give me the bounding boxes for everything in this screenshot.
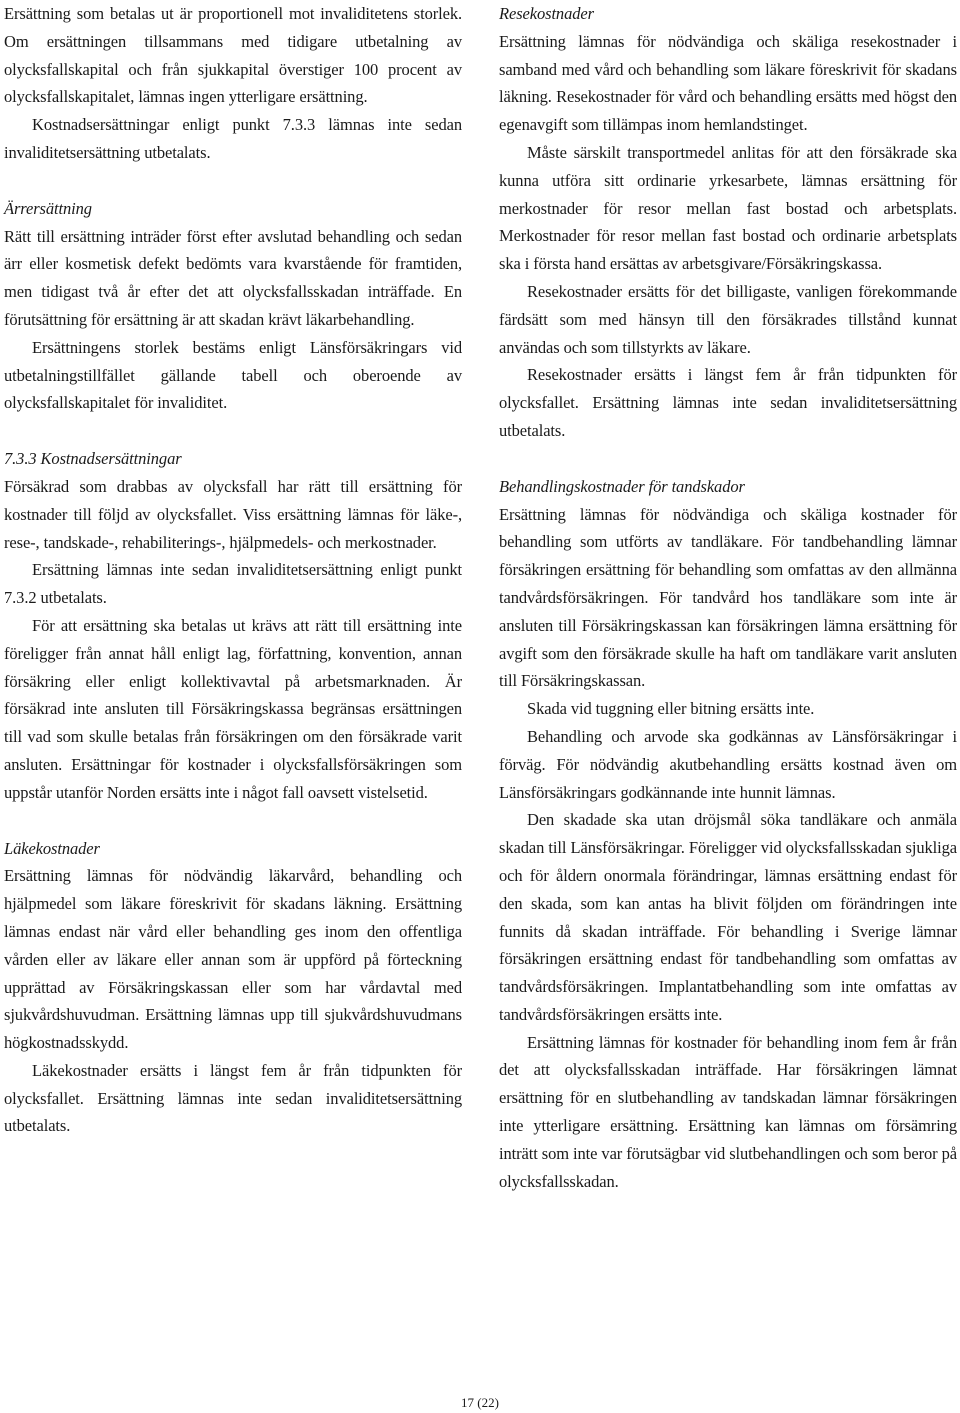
- heading-scar-compensation: Ärrersättning: [4, 198, 92, 218]
- paragraph-travel-costs: Ersättning lämnas för nödvändiga och skäliga resekostnader i samband med vård och behandling som läkare föreskrivit för skadans läkning. Resekostnader för vård och behandling ersätts med högst den egenavgift som tillämpas inom hemlandstinget.: [499, 31, 957, 135]
- paragraph-medical-period: Läkekostnader ersätts i längst fem år från tidpunkten för olycksfallet. Ersättning lämnas inte sedan invaliditetsersättning utbetalats.: [4, 1060, 462, 1136]
- spacer: [4, 807, 462, 835]
- heading-cost-compensations: 7.3.3 Kostnadsersättningar: [4, 449, 182, 469]
- paragraph-dental-costs: Ersättning lämnas för nödvändiga och skäliga kostnader för behandling som utförts av tandläkare. För tandbehandling lämnar försäkringen ersättning för behandling som omfattas av den allmänna tandvårdsförsäkringen. För tandvård hos tandläkare som inte är ansluten till Försäkringskassan kan försäkringen lämna ersättning för avgift som den försäkrade skulle ha haft om tandläkare varit ansluten till Försäkringskassan.: [499, 504, 957, 691]
- paragraph-cost-right: Försäkrad som drabbas av olycksfall har rätt till ersättning för kostnader till följd av olycksfallet. Viss ersättning lämnas för läke-, rese-, tandskade-, rehabiliterings-, hjälpmedels- och merkostnader.: [4, 476, 462, 552]
- right-column: [499, 0, 957, 1195]
- heading-travel-costs: Resekostnader: [499, 4, 594, 23]
- heading-dental-costs: Behandlingskostnader för tandskador: [499, 476, 745, 496]
- paragraph-special-transport: Måste särskilt transportmedel anlitas för att den försäkrade ska kunna utföra sitt ordinarie yrkesarbete, lämnas ersättning för merkostnader för resor mellan fast bostad och arbetsplats. Merkostnader för resor mellan fast bostad och ordinarie arbetsplats ska i första hand ersättas av arbetsgivare/Försäkringskassa.: [499, 142, 957, 274]
- spacer: [4, 417, 462, 445]
- paragraph-travel-period: Resekostnader ersätts i längst fem år från tidpunkten för olycksfallet. Ersättning lämnas inte sedan invaliditetsersättning utbetalats.: [499, 365, 957, 440]
- paragraph-cost-invalidity: Ersättning lämnas inte sedan invaliditetsersättning enligt punkt 7.3.2 utbetalats.: [4, 560, 462, 608]
- heading-medical-costs: Läkekostnader: [4, 838, 100, 858]
- page-number: 17 (22): [461, 1395, 499, 1410]
- paragraph-scar-right: Rätt till ersättning inträder först efter avslutad behandling och sedan ärr eller kosmetisk defekt bedömts vara kvarstående för framtiden, men tidigast två år efter det att olycksfallsskadan inträffade. En förutsättning för ersättning är att skadan krävt läkarbehandling.: [4, 226, 462, 329]
- paragraph-cost-conditions: För att ersättning ska betalas ut krävs att rätt till ersättning inte föreligger från annat håll enligt lag, författning, konvention, annan försäkring eller enligt kollektivavtal på arbetsmarknaden. Är försäkrad inte ansluten till Försäkringskassa begränsas ersättningen till vad som skulle betalas från försäkringen om den försäkrade varit ansluten. Ersättningar för kostnader i olycksfallsförsäkringen som uppstår utanför Norden ersätts inte i något fall oavsett vistelsetid.: [4, 615, 462, 802]
- spacer: [4, 167, 462, 195]
- paragraph-dental-period: Ersättning lämnas för kostnader för behandling inom fem år från det att olycksfallsskadan inträffade. Har försäkringen lämnat ersättning för en slutbehandling av tandskadan lämnar försäkringen inte ytterligare ersättning. Ersättning kan lämnas om försämring inträtt som inte var förutsägbar vid slutbehandlingen och som beror på olycksfallsskadan.: [499, 1032, 957, 1191]
- paragraph-dental-reporting: Den skadade ska utan dröjsmål söka tandläkare och anmäla skadan till Länsförsäkringar. Föreligger vid olycksfallsskadan sjukliga och för åldern onormala förändringar, lämnas ersättning endast för den skada, som kan antas ha blivit följden om förändringen inte funnits då skadan inträffade. För behandling i Sverige lämnar försäkringen ersättning endast för tandbehandling som omfattas av tandvårdsförsäkringen. Implantatbehandling som inte omfattas av tandvårdsförsäkringen ersätts inte.: [499, 810, 957, 1024]
- paragraph-scar-amount: Ersättningens storlek bestäms enligt Länsförsäkringars vid utbetalningstillfället gällande tabell och oberoende av olycksfallskapitalet för invaliditet.: [4, 337, 462, 413]
- paragraph-dental-approval: Behandling och arvode ska godkännas av Länsförsäkringar i förväg. För nödvändig akutbehandling ersätts kostnad även om Länsförsäkringars godkännande inte hunnit lämnas.: [499, 726, 957, 802]
- paragraph-cheapest-travel: Resekostnader ersätts för det billigaste, vanligen förekommande färdsätt som med hänsyn till den försäkrades tillstånd kunnat användas och som tillstyrkts av läkare.: [499, 281, 957, 357]
- paragraph-chewing-exclusion: Skada vid tuggning eller bitning ersätts inte.: [527, 699, 815, 719]
- left-column: [4, 0, 462, 1140]
- spacer: [499, 445, 957, 473]
- paragraph-medical-costs: Ersättning lämnas för nödvändig läkarvård, behandling och hjälpmedel som läkare föreskrivit för skadans läkning. Ersättning lämnas endast när vård eller behandling ges inom den offentliga vården eller av läkare eller annan som är uppförd på förteckning upprättad av Försäkringskassan eller som har vårdavtal med sjukvårdshuvudman. Ersättning lämnas upp till sjukvårdshuvudmans högkostnadsskydd.: [4, 866, 462, 1053]
- paragraph-invalidity-proportional: Ersättning som betalas ut är proportionell mot invaliditetens storlek. Om ersättningen tillsammans med tidigare utbetalning av olycksfallskapital och från sjukkapital överstiger 100 procent av olycksfallskapitalet, lämnas ingen ytterligare ersättning.: [4, 4, 462, 107]
- paragraph-cost-compensation-note: Kostnadsersättningar enligt punkt 7.3.3 lämnas inte sedan invaliditetsersättning utbetalats.: [4, 115, 462, 162]
